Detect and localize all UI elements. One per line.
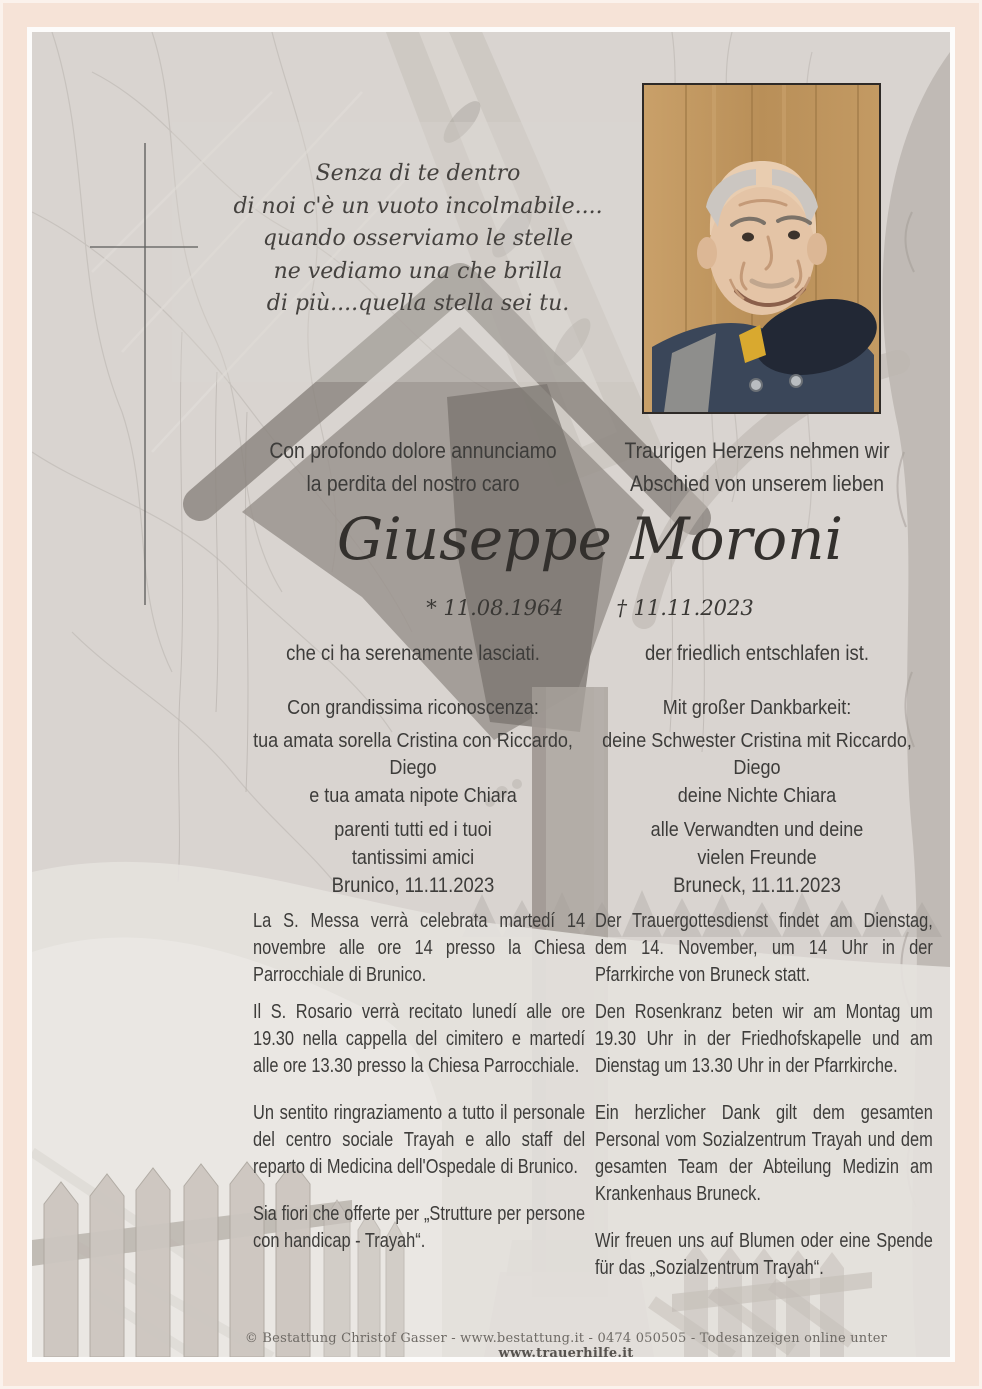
announcement-line: Con profondo dolore annunciamo [269,438,557,463]
paragraph-mass-de: Der Trauergottesdienst findet am Dienstag, dem 14. November, um 14 Uhr in der Pfarrkirche von Bruneck statt. [595,910,933,986]
paragraphs-italian [253,908,585,1255]
birth-date: * 11.08.1964 [426,596,564,620]
death-date: † 11.11.2023 [616,596,754,620]
thanks-line: deine Schwester Cristina mit Riccardo, [602,728,912,752]
thanks-line: tua amata sorella Cristina con Riccardo, [253,728,573,752]
poem-line: di più....quella stella sei tu. [266,291,570,316]
paragraphs-german [595,908,933,1282]
thanks-german [528,694,982,871]
place-date-italian: Brunico, 11.11.2023 [331,874,495,897]
thanks-line: Diego [389,756,437,779]
place-date-german: Bruneck, 11.11.2023 [673,874,841,897]
thanks-line: Diego [733,756,781,779]
thanks-line: parenti tutti ed i tuoi [334,818,492,841]
thanks-line: e tua amata nipote Chiara [309,783,517,807]
paragraph-rosary-de: Den Rosenkranz beten wir am Montag um 19.30 Uhr in der Friedhofskapelle und am Dienstag um 13.30 Uhr in der Pfarrkirche. [595,1001,933,1077]
poem-line: Senza di te dentro [315,161,521,186]
footer-link: www.trauerhilfe.it [498,1346,634,1361]
thanks-heading: Mit großer Dankbarkeit: [662,696,852,719]
deceased-name: Giuseppe Moroni [336,505,844,573]
poem [128,158,708,321]
farewell-italian: che ci ha serenamente lasciati. [286,642,540,665]
thanks-line: deine Nichte Chiara [677,783,837,807]
thanks-line: alle Verwandten und deine [650,818,864,841]
paragraph-donations-de: Wir freuen uns auf Blumen oder eine Spende für das „Sozialzentrum Trayah“. [595,1230,933,1279]
thanks-heading: Con grandissima riconoscenza: [287,696,539,719]
announcement-line: Traurigen Herzens nehmen wir [624,438,890,463]
paragraph-donations-it: Sia fiori che offerte per „Strutture per persone con handicap - Trayah“. [253,1203,586,1252]
poem-line: ne vediamo una che brilla [273,258,563,284]
farewell-german: der friedlich entschlafen ist. [645,642,869,665]
announcement-line: la perdita del nostro caro [306,471,520,496]
announcement-line: Abschied von unserem lieben [630,471,884,496]
paragraph-thanks-it: Un sentito ringraziamento a tutto il personale del centro sociale Trayah e allo staff del reparto di Medicina dell'Ospedale di Brunico. [253,1102,586,1178]
paragraph-mass-it: La S. Messa verrà celebrata martedí 14 novembre alle ore 14 presso la Chiesa Parrocchiale di Brunico. [253,910,586,986]
poem-line: di noi c'è un vuoto incolmabile.... [233,193,603,219]
poem-line: quando osserviamo le stelle [262,226,574,251]
life-dates [250,596,930,620]
footer-text: © Bestattung Christof Gasser - www.bestattung.it - 0474 050505 - Todesanzeigen online unter [244,1331,888,1346]
thanks-line: tantissimi amici [351,845,475,869]
paragraph-rosary-it: Il S. Rosario verrà recitato lunedí alle ore 19.30 nella cappella del cimitero e martedí alle ore 13.30 presso la Chiesa Parrocchiale. [253,1001,586,1077]
thanks-line: vielen Freunde [697,845,817,869]
paragraph-thanks-de: Ein herzlicher Dank gilt dem gesamten Personal vom Sozialzentrum Trayah und dem gesamten Team der Abteilung Medizin am Krankenhaus Bruneck. [595,1102,933,1205]
announcement-german [528,434,982,500]
footer [206,1331,926,1361]
